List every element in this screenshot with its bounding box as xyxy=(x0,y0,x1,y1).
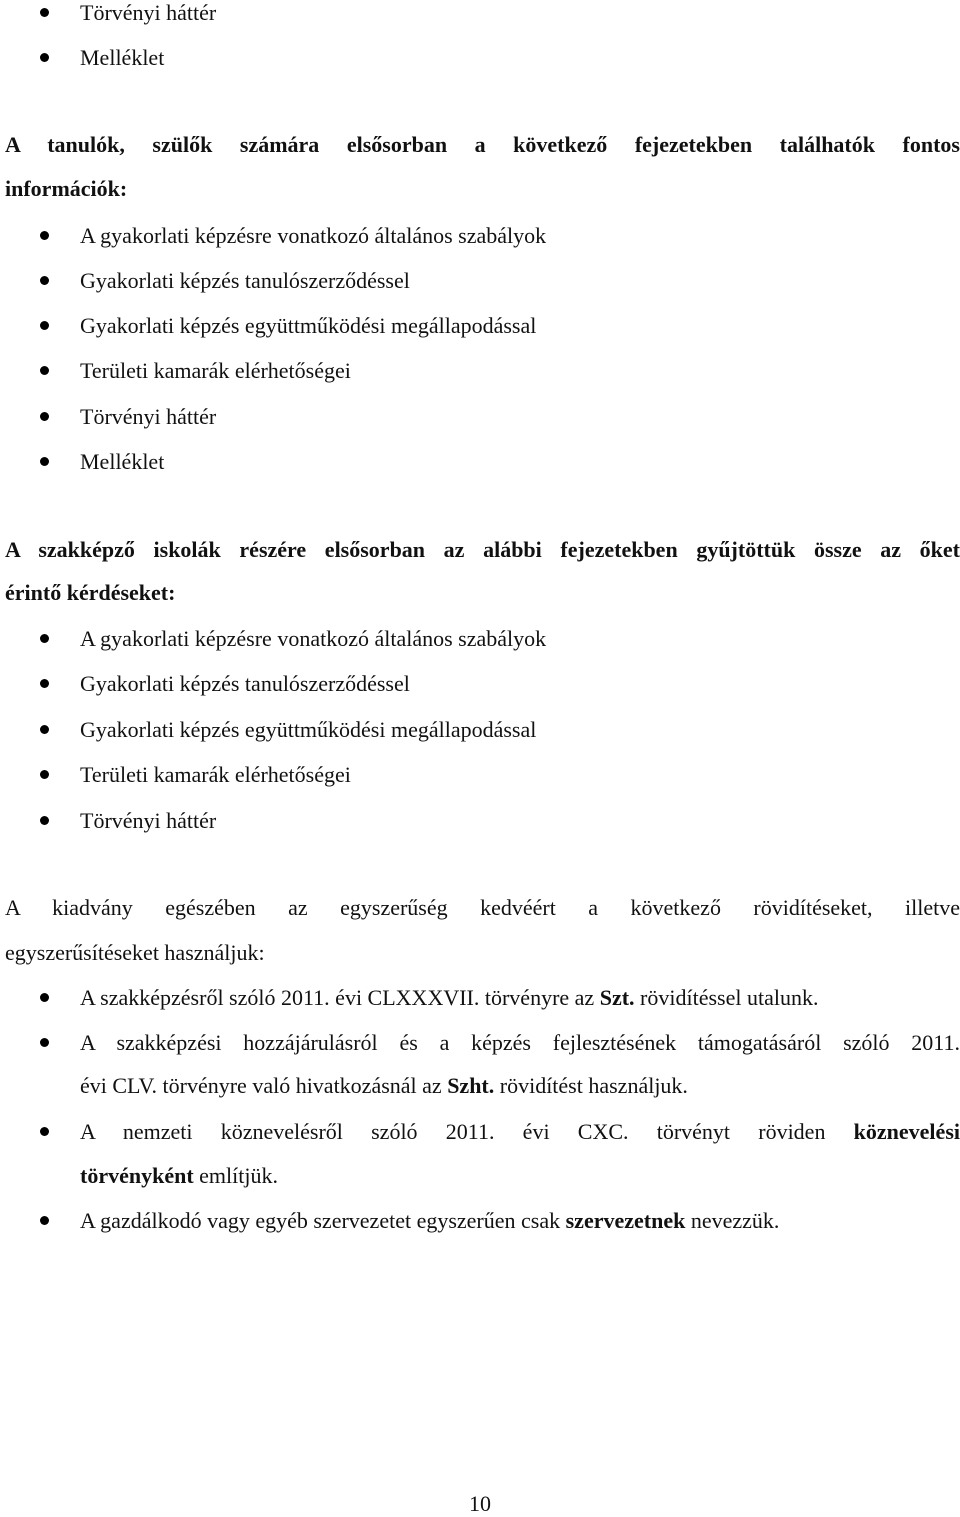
bullet xyxy=(40,412,49,421)
list-item-continuation xyxy=(80,1163,278,1189)
list-item: Melléklet xyxy=(80,449,165,474)
list-item xyxy=(80,985,818,1011)
list-item: Gyakorlati képzés tanulószerződéssel xyxy=(80,268,410,293)
list-item: Gyakorlati képzés tanulószerződéssel xyxy=(80,671,410,696)
bullet xyxy=(40,1038,49,1047)
abbreviation: Szt. xyxy=(599,985,635,1010)
abbreviation: törvényként xyxy=(80,1163,194,1188)
list-item-text: rövidítést használjuk. xyxy=(494,1073,688,1098)
list-item: A szakképzési hozzájárulásról és a képzés fejlesztésének támogatásáról szóló 2011. xyxy=(80,1030,960,1055)
abbreviation: szervezetnek xyxy=(565,1208,686,1233)
abbreviation: Szht. xyxy=(447,1073,495,1098)
bullet xyxy=(40,276,49,285)
bullet xyxy=(40,321,49,330)
list-item-continuation xyxy=(80,1073,688,1099)
abbreviation: köznevelési xyxy=(853,1119,960,1144)
section-heading: A szakképző iskolák részére elsősorban az alábbi fejezetekben gyűjtöttük össze az őket xyxy=(5,537,960,562)
bullet xyxy=(40,1127,49,1136)
bullet xyxy=(40,1216,49,1225)
bullet xyxy=(40,993,49,1002)
list-item: A gyakorlati képzésre vonatkozó általános szabályok xyxy=(80,626,547,651)
bullet xyxy=(40,725,49,734)
bullet xyxy=(40,634,49,643)
list-item: Területi kamarák elérhetőségei xyxy=(80,762,351,787)
list-item-text: A gazdálkodó vagy egyéb szervezetet egyszerűen csak xyxy=(80,1208,566,1233)
bullet xyxy=(40,231,49,240)
list-item-text: évi CLV. törvényre való hivatkozásnál az xyxy=(80,1073,448,1098)
list-item: Gyakorlati képzés együttműködési megállapodással xyxy=(80,313,537,338)
section-heading: A tanulók, szülők számára elsősorban a következő fejezetekben találhatók fontos xyxy=(5,132,960,157)
bullet xyxy=(40,679,49,688)
bullet xyxy=(40,457,49,466)
list-item: Törvényi háttér xyxy=(80,0,217,25)
list-item: Törvényi háttér xyxy=(80,808,217,833)
list-item: Területi kamarák elérhetőségei xyxy=(80,358,351,383)
list-item: Törvényi háttér xyxy=(80,404,217,429)
list-item-text: rövidítéssel utalunk. xyxy=(634,985,819,1010)
bullet xyxy=(40,816,49,825)
list-item-text: említjük. xyxy=(193,1163,278,1188)
bullet xyxy=(40,53,49,62)
section-heading-continuation: érintő kérdéseket: xyxy=(5,580,176,605)
list-item-text: A nemzeti köznevelésről szóló 2011. évi CXC. törvényt röviden xyxy=(80,1119,854,1144)
list-item: Melléklet xyxy=(80,45,165,70)
paragraph: A kiadvány egészében az egyszerűség kedvéért a következő rövidítéseket, illetve xyxy=(5,895,960,920)
bullet xyxy=(40,366,49,375)
list-item xyxy=(80,1119,960,1145)
list-item-text: nevezzük. xyxy=(685,1208,780,1233)
section-heading-continuation: információk: xyxy=(5,176,128,201)
bullet xyxy=(40,770,49,779)
list-item: A gyakorlati képzésre vonatkozó általános szabályok xyxy=(80,223,547,248)
paragraph-continuation: egyszerűsítéseket használjuk: xyxy=(5,940,265,965)
page-number: 10 xyxy=(469,1491,491,1516)
list-item-text: A szakképzésről szóló 2011. évi CLXXXVII. törvényre az xyxy=(80,985,600,1010)
bullet xyxy=(40,8,49,17)
list-item: Gyakorlati képzés együttműködési megállapodással xyxy=(80,717,537,742)
list-item xyxy=(80,1208,779,1234)
